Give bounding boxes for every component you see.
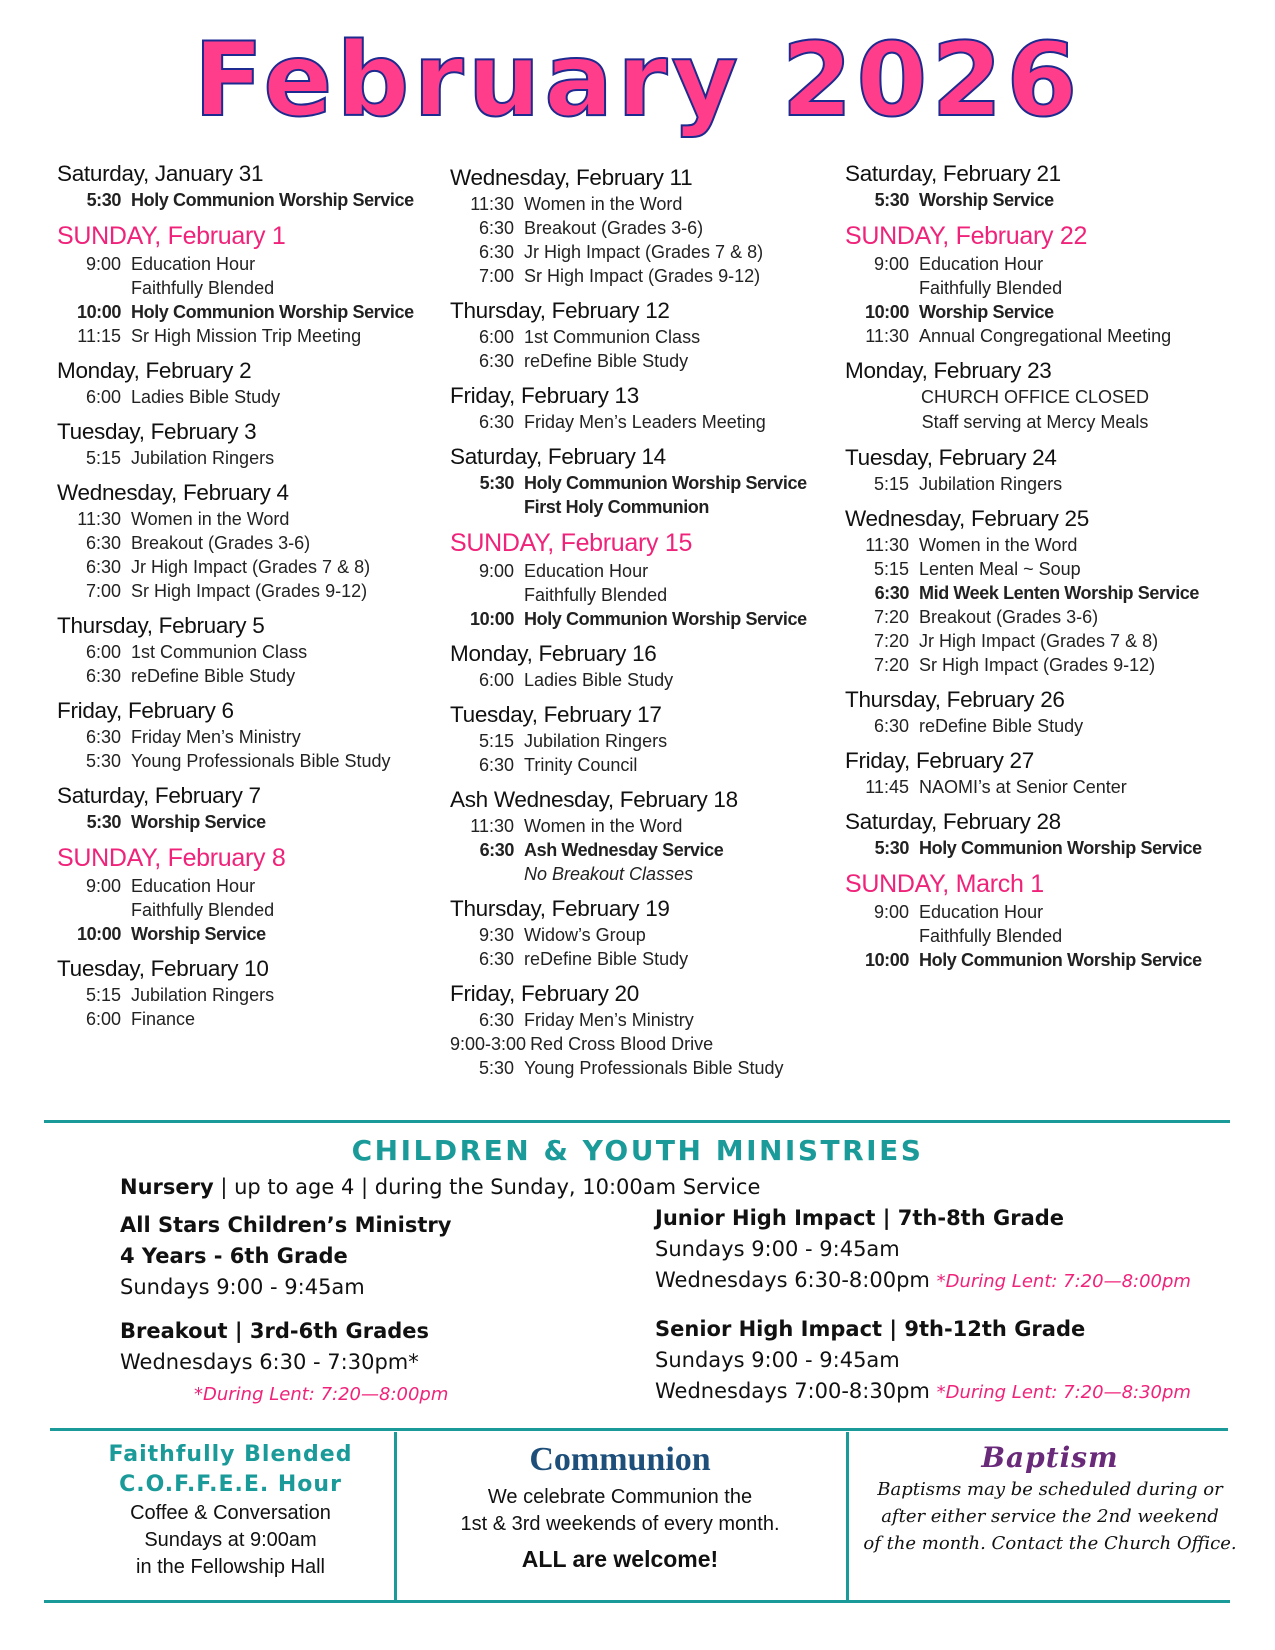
day-block: [57, 160, 437, 212]
day-heading: Wednesday, February 25: [845, 506, 1089, 531]
event-row: [845, 948, 1225, 972]
event-description: Jubilation Ringers: [919, 474, 1063, 494]
day-heading: Thursday, February 12: [450, 298, 670, 323]
baptism-line3: of the month. Contact the Church Office.: [863, 1533, 1237, 1554]
event-description: Worship Service: [131, 924, 266, 944]
event-description: Jr High Impact (Grades 7 & 8): [524, 242, 764, 262]
nursery-label: Nursery: [120, 1175, 214, 1199]
day-heading: SUNDAY, February 15: [450, 529, 693, 557]
day-block: [450, 297, 830, 373]
event-time: 7:20: [873, 607, 909, 627]
event-row: [450, 559, 830, 583]
coffee-line3: in the Fellowship Hall: [136, 1556, 325, 1578]
day-block: [57, 955, 437, 1031]
day-block: [845, 686, 1225, 738]
event-time: [450, 495, 524, 519]
event-row: [450, 1056, 830, 1080]
event-time: 5:30: [874, 190, 909, 210]
event-row: [845, 629, 1225, 653]
communion-box: [410, 1440, 830, 1573]
event-row: [845, 714, 1225, 738]
event-row: [450, 729, 830, 753]
event-time: 6:00: [478, 327, 514, 347]
event-row: [57, 874, 437, 898]
day-heading: Saturday, February 21: [845, 161, 1061, 186]
event-row: [450, 583, 830, 607]
event-time: 6:00: [85, 387, 121, 407]
event-description: Holy Communion Worship Service: [524, 473, 807, 493]
day-block: [845, 505, 1225, 677]
event-description: Holy Communion Worship Service: [919, 950, 1202, 970]
event-description: Jubilation Ringers: [524, 731, 668, 751]
event-time: 7:20: [873, 655, 909, 675]
breakout-title: Breakout | 3rd-6th Grades: [120, 1319, 430, 1343]
event-row: [845, 276, 1225, 300]
event-description: Ash Wednesday Service: [524, 840, 724, 860]
section-divider-top: [44, 1120, 1230, 1123]
event-description: Holy Communion Worship Service: [131, 190, 414, 210]
event-description: 1st Communion Class: [131, 642, 308, 662]
event-row: [845, 775, 1225, 799]
communion-title: Communion: [529, 1441, 711, 1478]
day-block: [845, 160, 1225, 212]
day-heading: Thursday, February 5: [57, 613, 265, 638]
event-time: 6:30: [478, 242, 514, 262]
calendar-column-3: [845, 160, 1225, 981]
day-heading: Friday, February 27: [845, 748, 1034, 773]
section-divider-middle: [50, 1428, 1228, 1431]
jh-wednesday: Wednesdays 6:30-8:00pm: [655, 1268, 930, 1292]
day-heading: SUNDAY, February 1: [57, 222, 286, 250]
calendar-column-2: [450, 164, 830, 1089]
event-description: Friday Men’s Leaders Meeting: [524, 412, 766, 432]
day-heading: Monday, February 16: [450, 641, 657, 666]
coffee-title-line1: Faithfully Blended: [108, 1442, 353, 1467]
day-block: [450, 443, 830, 519]
day-block: [845, 221, 1225, 348]
nursery-text: | up to age 4 | during the Sunday, 10:00am Service: [213, 1175, 761, 1199]
event-row: [845, 533, 1225, 557]
event-row: [450, 814, 830, 838]
event-row: [450, 325, 830, 349]
youth-section-title: CHILDREN & YOUTH MINISTRIES: [351, 1134, 924, 1167]
day-heading: Monday, February 23: [845, 358, 1052, 383]
event-time: 6:30: [478, 412, 514, 432]
baptism-line1: Baptisms may be scheduled during or: [877, 1479, 1223, 1500]
event-row: [57, 640, 437, 664]
day-heading: Tuesday, February 24: [845, 445, 1057, 470]
event-time: 7:00: [85, 581, 121, 601]
event-description: First Holy Communion: [524, 497, 709, 517]
breakout-time: Wednesdays 6:30 - 7:30pm*: [120, 1350, 419, 1374]
event-description: Red Cross Blood Drive: [530, 1034, 714, 1054]
event-description: Holy Communion Worship Service: [919, 838, 1202, 858]
day-heading: Saturday, January 31: [57, 161, 264, 186]
event-description: Young Professionals Bible Study: [131, 751, 391, 771]
event-description: Faithfully Blended: [524, 585, 668, 605]
day-block: [57, 697, 437, 773]
event-row: [57, 898, 437, 922]
day-block: [57, 418, 437, 470]
event-time: 9:00: [85, 254, 121, 274]
event-row: [450, 1032, 830, 1056]
event-time: [57, 898, 131, 922]
day-block: [450, 382, 830, 434]
event-time: 6:30: [478, 755, 514, 775]
event-description: Education Hour: [131, 254, 256, 274]
event-row: [57, 810, 437, 834]
event-time: 6:30: [478, 1010, 514, 1030]
allstars-block: [120, 1210, 451, 1303]
event-description: Faithfully Blended: [131, 278, 275, 298]
event-time: 9:00: [478, 561, 514, 581]
event-time: [845, 924, 919, 948]
day-block: [57, 843, 437, 946]
event-description: Jubilation Ringers: [131, 448, 275, 468]
event-time: [450, 862, 524, 886]
event-row: [450, 240, 830, 264]
event-time: 5:15: [478, 731, 514, 751]
coffee-title-line2: C.O.F.F.E.E. Hour: [119, 1472, 342, 1497]
event-row: [57, 385, 437, 409]
event-time: 10:00: [864, 950, 909, 970]
event-time: 5:15: [873, 474, 909, 494]
event-row: [57, 507, 437, 531]
event-description: Ladies Bible Study: [524, 670, 674, 690]
allstars-grades: 4 Years - 6th Grade: [120, 1244, 348, 1268]
baptism-title: Baptism: [981, 1441, 1119, 1474]
event-row: [450, 668, 830, 692]
event-description: Worship Service: [131, 812, 266, 832]
event-time: 6:30: [479, 840, 514, 860]
event-row: [845, 581, 1225, 605]
event-time: [57, 276, 131, 300]
event-description: reDefine Bible Study: [919, 716, 1084, 736]
event-row: [845, 836, 1225, 860]
jh-title: Junior High Impact | 7th-8th Grade: [655, 1206, 1065, 1230]
event-time: 5:15: [85, 985, 121, 1005]
event-time: 11:30: [470, 194, 514, 214]
event-time: 9:00: [85, 876, 121, 896]
event-description: Breakout (Grades 3-6): [524, 218, 704, 238]
day-heading: Saturday, February 14: [450, 444, 666, 469]
box-divider-right: [846, 1432, 849, 1600]
day-heading: Wednesday, February 11: [450, 165, 693, 190]
event-time: 9:00: [873, 254, 909, 274]
day-block: [57, 479, 437, 603]
event-time: 5:30: [874, 838, 909, 858]
event-row: [57, 983, 437, 1007]
event-row: [57, 188, 437, 212]
event-time: 11:30: [470, 816, 514, 836]
event-row: [57, 446, 437, 470]
event-time: 10:00: [76, 924, 121, 944]
event-row: [845, 472, 1225, 496]
event-description: Education Hour: [524, 561, 649, 581]
event-time: 7:20: [873, 631, 909, 651]
event-row: [57, 579, 437, 603]
day-block: [450, 786, 830, 886]
event-time: 5:30: [86, 190, 121, 210]
event-description: Women in the Word: [919, 535, 1078, 555]
day-block: [57, 221, 437, 348]
day-heading: Thursday, February 26: [845, 687, 1065, 712]
day-block: [845, 869, 1225, 972]
event-row: [450, 264, 830, 288]
breakout-block: [120, 1316, 448, 1410]
event-row: [450, 349, 830, 373]
day-block: [845, 444, 1225, 496]
event-time: 11:30: [865, 326, 909, 346]
event-description: Trinity Council: [524, 755, 638, 775]
event-time: 11:15: [77, 326, 121, 346]
event-row: [450, 947, 830, 971]
event-time: 9:00: [873, 902, 909, 922]
sh-wednesday: Wednesdays 7:00-8:30pm: [655, 1379, 930, 1403]
event-time: 11:30: [865, 535, 909, 555]
event-time: [845, 276, 919, 300]
event-time: 6:30: [478, 218, 514, 238]
day-heading: Tuesday, February 17: [450, 702, 662, 727]
event-row: [845, 653, 1225, 677]
event-row: [845, 900, 1225, 924]
sh-sunday: Sundays 9:00 - 9:45am: [655, 1348, 900, 1372]
event-time: 5:30: [479, 473, 514, 493]
event-time: 6:30: [85, 557, 121, 577]
event-description: Worship Service: [919, 190, 1054, 210]
event-description: Faithfully Blended: [919, 926, 1063, 946]
section-divider-bottom: [44, 1600, 1230, 1603]
event-row: [450, 495, 830, 519]
event-description: Mid Week Lenten Worship Service: [919, 583, 1200, 603]
calendar-column-1: [57, 160, 437, 1040]
event-time: 10:00: [864, 302, 909, 322]
event-description: Young Professionals Bible Study: [524, 1058, 784, 1078]
event-description: Jr High Impact (Grades 7 & 8): [919, 631, 1159, 651]
event-row: [450, 410, 830, 434]
day-block: [57, 357, 437, 409]
event-row: [845, 605, 1225, 629]
event-time: 6:00: [478, 670, 514, 690]
event-row: [450, 862, 830, 886]
event-row: [845, 188, 1225, 212]
page-title: February 2026: [193, 21, 1082, 140]
event-time: 9:30: [478, 925, 514, 945]
event-time: [450, 583, 524, 607]
event-description: Faithfully Blended: [919, 278, 1063, 298]
day-heading: Wednesday, February 4: [57, 480, 289, 505]
event-row: [57, 531, 437, 555]
day-block: [450, 640, 830, 692]
event-row: [57, 922, 437, 946]
day-heading: SUNDAY, March 1: [845, 870, 1044, 898]
event-description: reDefine Bible Study: [131, 666, 296, 686]
event-description: No Breakout Classes: [524, 864, 694, 884]
day-heading: SUNDAY, February 8: [57, 844, 286, 872]
day-block: [57, 782, 437, 834]
nursery-line: [120, 1172, 760, 1203]
jh-sunday: Sundays 9:00 - 9:45am: [655, 1237, 900, 1261]
event-time: 5:30: [85, 751, 121, 771]
day-heading: Tuesday, February 3: [57, 419, 257, 444]
event-time: 10:00: [469, 609, 514, 629]
event-description: reDefine Bible Study: [524, 351, 689, 371]
allstars-title: All Stars Children’s Ministry: [120, 1213, 452, 1237]
event-description: Jr High Impact (Grades 7 & 8): [131, 557, 371, 577]
event-time: 5:30: [86, 812, 121, 832]
coffee-line1: Coffee & Conversation: [130, 1502, 331, 1524]
event-description: Holy Communion Worship Service: [524, 609, 807, 629]
day-block: [845, 747, 1225, 799]
communion-line1: We celebrate Communion the: [487, 1486, 753, 1508]
event-row: [57, 276, 437, 300]
event-time: 11:30: [77, 509, 121, 529]
communion-welcome: ALL are welcome!: [521, 1546, 719, 1572]
day-heading: SUNDAY, February 22: [845, 222, 1088, 250]
event-row: [450, 1008, 830, 1032]
event-description: Widow’s Group: [524, 925, 646, 945]
jh-lent-note: *During Lent: 7:20—8:00pm: [936, 1271, 1191, 1292]
event-time: 6:30: [478, 949, 514, 969]
event-row: [450, 753, 830, 777]
day-heading: Tuesday, February 10: [57, 956, 269, 981]
event-description: Holy Communion Worship Service: [131, 302, 414, 322]
event-description: Breakout (Grades 3-6): [131, 533, 311, 553]
event-time: 6:00: [85, 1009, 121, 1029]
event-row: [845, 252, 1225, 276]
event-description: 1st Communion Class: [524, 327, 701, 347]
event-row: [57, 300, 437, 324]
event-description: reDefine Bible Study: [524, 949, 689, 969]
day-heading: Monday, February 2: [57, 358, 252, 383]
event-time: 10:00: [76, 302, 121, 322]
communion-line2: 1st & 3rd weekends of every month.: [460, 1513, 780, 1535]
baptism-box: [860, 1440, 1240, 1557]
day-heading: Saturday, February 7: [57, 783, 261, 808]
event-description: Sr High Impact (Grades 9-12): [919, 655, 1156, 675]
event-row: [57, 749, 437, 773]
day-block: [450, 164, 830, 288]
event-row: [57, 324, 437, 348]
event-row: [57, 664, 437, 688]
day-block: [450, 528, 830, 631]
junior-high-block: [655, 1203, 1191, 1297]
event-time: 7:00: [478, 266, 514, 286]
event-description: Education Hour: [919, 902, 1044, 922]
day-heading: Ash Wednesday, February 18: [450, 787, 738, 812]
event-row: [450, 607, 830, 631]
baptism-line2: after either service the 2nd weekend: [881, 1506, 1219, 1527]
event-row: [450, 471, 830, 495]
event-row: [450, 192, 830, 216]
box-divider-left: [394, 1432, 397, 1600]
event-row: [845, 324, 1225, 348]
event-row: [450, 923, 830, 947]
event-description: Finance: [131, 1009, 196, 1029]
breakout-lent-note: *During Lent: 7:20—8:00pm: [194, 1384, 449, 1405]
event-description: Women in the Word: [524, 194, 683, 214]
day-block: [450, 895, 830, 971]
event-description: NAOMI’s at Senior Center: [919, 777, 1127, 797]
event-row: [845, 924, 1225, 948]
day-note: CHURCH OFFICE CLOSED: [920, 387, 1149, 407]
event-time: 6:30: [85, 666, 121, 686]
event-description: Education Hour: [919, 254, 1044, 274]
event-row: [450, 216, 830, 240]
event-description: Friday Men’s Ministry: [131, 727, 301, 747]
event-description: Lenten Meal ~ Soup: [919, 559, 1081, 579]
event-time: 6:30: [85, 727, 121, 747]
day-heading: Friday, February 20: [450, 981, 639, 1006]
sh-lent-note: *During Lent: 7:20—8:30pm: [936, 1382, 1191, 1403]
coffee-line2: Sundays at 9:00am: [144, 1529, 317, 1551]
event-row: [57, 725, 437, 749]
day-block: [845, 808, 1225, 860]
event-time: 5:15: [873, 559, 909, 579]
event-description: Sr High Impact (Grades 9-12): [131, 581, 368, 601]
allstars-time: Sundays 9:00 - 9:45am: [120, 1275, 365, 1299]
day-block: [57, 612, 437, 688]
event-row: [845, 300, 1225, 324]
event-description: Annual Congregational Meeting: [919, 326, 1172, 346]
event-time: 6:30: [874, 583, 909, 603]
day-heading: Saturday, February 28: [845, 809, 1061, 834]
event-time: 5:30: [478, 1058, 514, 1078]
senior-high-block: [655, 1314, 1191, 1408]
day-heading: Friday, February 6: [57, 698, 234, 723]
day-note: Staff serving at Mercy Meals: [921, 412, 1149, 432]
event-row: [450, 838, 830, 862]
event-description: Friday Men’s Ministry: [524, 1010, 694, 1030]
sh-title: Senior High Impact | 9th-12th Grade: [655, 1317, 1086, 1341]
event-time: 5:15: [85, 448, 121, 468]
event-row: [845, 557, 1225, 581]
event-description: Women in the Word: [131, 509, 290, 529]
event-time: 9:00-3:00: [450, 1034, 527, 1054]
event-description: Sr High Impact (Grades 9-12): [524, 266, 761, 286]
event-description: Education Hour: [131, 876, 256, 896]
event-description: Breakout (Grades 3-6): [919, 607, 1099, 627]
day-heading: Thursday, February 19: [450, 896, 670, 921]
event-description: Ladies Bible Study: [131, 387, 281, 407]
event-description: Women in the Word: [524, 816, 683, 836]
event-description: Worship Service: [919, 302, 1054, 322]
event-description: Sr High Mission Trip Meeting: [131, 326, 362, 346]
day-block: [845, 357, 1225, 435]
event-time: 6:30: [478, 351, 514, 371]
event-time: 11:45: [865, 777, 909, 797]
day-block: [450, 701, 830, 777]
event-row: [57, 1007, 437, 1031]
event-row: [57, 252, 437, 276]
event-row: [57, 555, 437, 579]
day-heading: Friday, February 13: [450, 383, 639, 408]
event-description: Jubilation Ringers: [131, 985, 275, 1005]
event-time: 6:00: [85, 642, 121, 662]
coffee-hour-box: [88, 1440, 373, 1581]
event-time: 6:30: [85, 533, 121, 553]
event-time: 6:30: [873, 716, 909, 736]
day-block: [450, 980, 830, 1080]
event-description: Faithfully Blended: [131, 900, 275, 920]
